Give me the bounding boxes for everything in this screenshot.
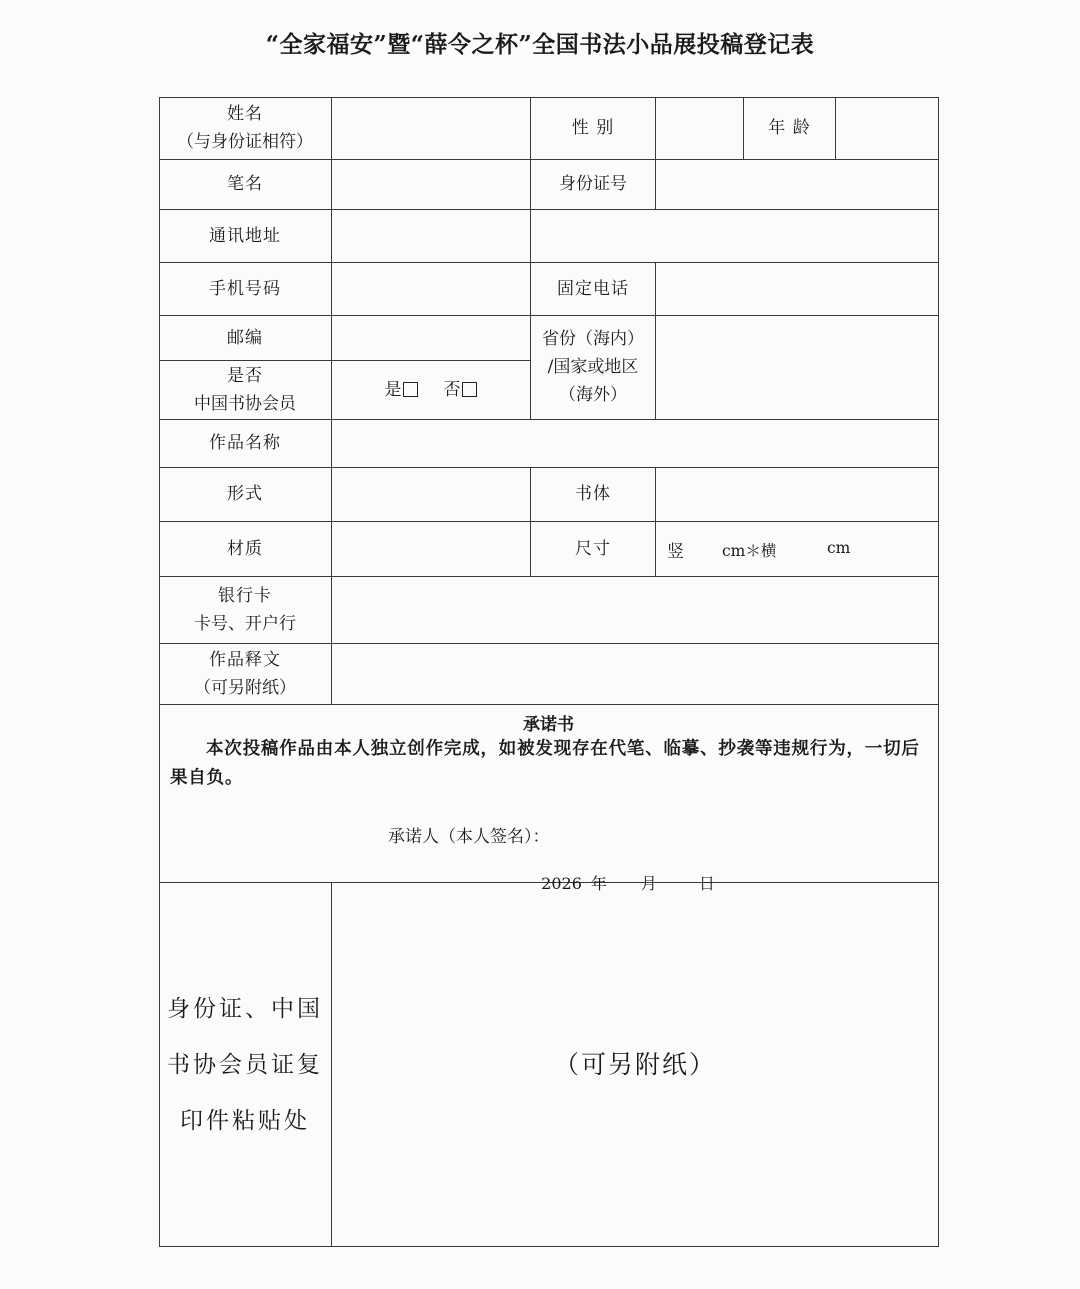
attach-label: [159, 882, 331, 1247]
province-label-line3: （海外）: [559, 385, 627, 405]
work-text-field[interactable]: [333, 645, 937, 703]
province-label-line1: 省份（海内）: [542, 329, 644, 349]
material-label: 材质: [227, 538, 263, 559]
script-label: 书体: [575, 484, 611, 504]
member-label: [159, 360, 331, 419]
age-field[interactable]: [837, 99, 937, 158]
landline-field[interactable]: [657, 264, 937, 314]
pledge-year: 2026: [541, 874, 582, 893]
attach-area[interactable]: [332, 883, 938, 1246]
id-number-label: 身份证号: [559, 174, 627, 194]
postcode-label: 邮编: [227, 327, 263, 348]
work-text-label-line2: （可另附纸）: [194, 677, 296, 698]
mobile-field[interactable]: [333, 264, 529, 314]
member-label-line2: 中国书协会员: [194, 393, 296, 414]
attach-label-line3: 印件粘贴处: [180, 1107, 310, 1134]
size-field[interactable]: [657, 523, 937, 575]
pledge-title: 承诺书: [523, 715, 574, 735]
gender-label: 性 别: [571, 118, 615, 138]
pledge-day-label: 日: [698, 874, 715, 893]
name-label-text: 姓名: [227, 104, 263, 124]
province-label: [531, 315, 655, 419]
pledge-signer-label: 承诺人（本人签名）：: [388, 827, 550, 847]
attach-label-line1: 身份证、中国: [167, 995, 323, 1022]
member-label-line1: 是否: [227, 365, 263, 386]
script-field[interactable]: [657, 469, 937, 520]
size-unit-2: cm: [827, 539, 851, 557]
province-label-line2: /国家或地区: [547, 357, 639, 377]
bank-field[interactable]: [333, 578, 937, 642]
work-name-field[interactable]: [333, 421, 937, 466]
member-choice: [331, 360, 530, 419]
pledge-body: 本次投稿作品由本人独立创作完成，如被发现存在代笔、临摹、抄袭等违规行为，一切后果自负。: [170, 739, 920, 788]
bank-label: [159, 576, 331, 643]
address-label: 通讯地址: [209, 225, 281, 246]
member-yes-label: 是: [384, 379, 402, 400]
row-divider: [159, 704, 939, 705]
member-no-label: 否: [443, 379, 461, 400]
work-text-label: [159, 643, 331, 704]
postcode-field[interactable]: [333, 317, 529, 359]
attach-note: （可另附纸）: [553, 1049, 716, 1079]
pen-name-label: 笔名: [227, 174, 263, 194]
mobile-label: 手机号码: [209, 278, 281, 299]
signature-field[interactable]: [580, 818, 880, 848]
pen-name-field[interactable]: [333, 161, 529, 208]
id-number-field[interactable]: [657, 161, 937, 208]
pledge-year-label: 年: [590, 874, 607, 893]
province-field[interactable]: [657, 317, 937, 418]
form-title: “全家福安”暨“薛令之杯”全国书法小品展投稿登记表: [265, 31, 815, 58]
address-field[interactable]: [333, 211, 937, 261]
member-no-checkbox[interactable]: [462, 382, 477, 397]
landline-label: 固定电话: [557, 278, 629, 299]
age-label: 年 龄: [768, 118, 811, 138]
work-text-label-line1: 作品释文: [209, 649, 281, 670]
name-label: [159, 97, 331, 159]
attach-label-line2: 书协会员证复: [167, 1051, 323, 1078]
gender-field[interactable]: [657, 99, 742, 158]
member-yes-option[interactable]: [385, 376, 418, 404]
form-label: 形式: [227, 484, 263, 504]
form-field[interactable]: [333, 469, 529, 520]
name-label-note: （与身份证相符）: [177, 132, 313, 152]
bank-label-line1: 银行卡: [218, 585, 272, 606]
member-yes-checkbox[interactable]: [403, 382, 418, 397]
member-no-option[interactable]: [444, 376, 477, 404]
work-name-label: 作品名称: [209, 433, 281, 453]
name-field[interactable]: [333, 99, 529, 158]
size-unit-1: cm＊横: [722, 542, 777, 560]
size-label: 尺寸: [575, 538, 611, 559]
bank-label-line2: 卡号、开户行: [194, 613, 296, 634]
size-vertical-label: 竖: [667, 542, 684, 562]
pledge-month-label: 月: [640, 874, 657, 893]
material-field[interactable]: [333, 523, 529, 575]
